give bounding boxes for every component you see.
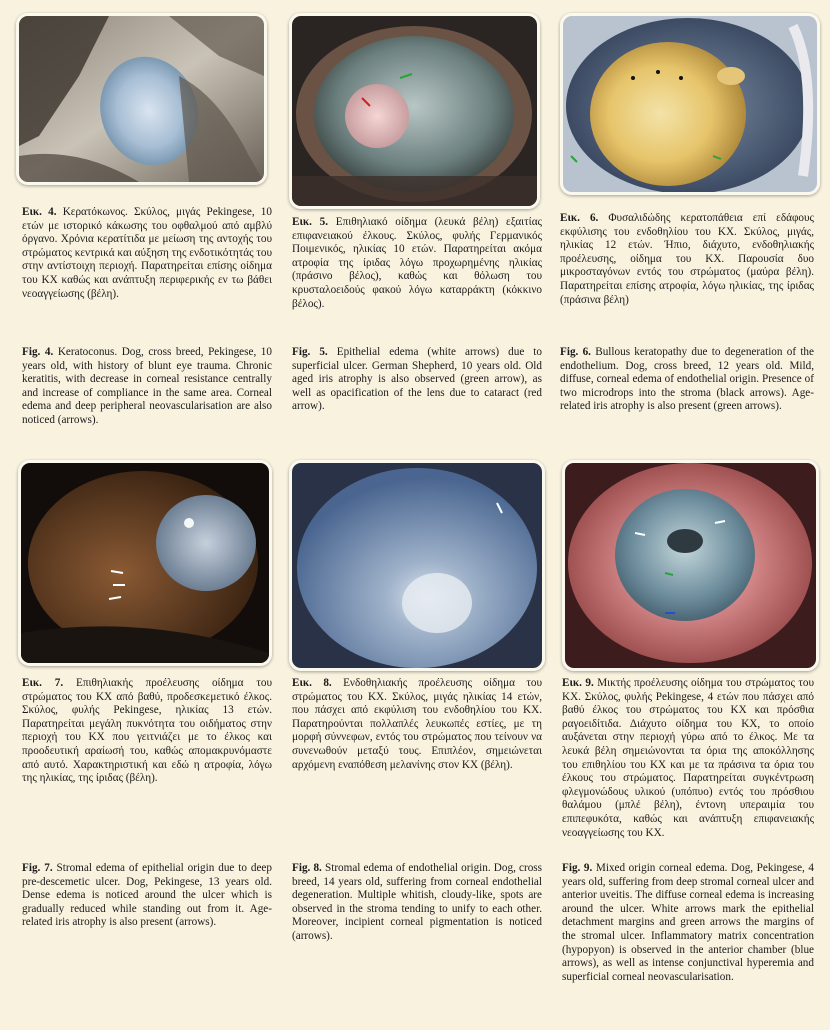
figure-9-caption-gr (562, 677, 814, 840)
figure-4-caption-gr (22, 206, 272, 301)
figure-9-label-en: Fig. 9. (562, 862, 593, 874)
figure-7-text-en: Stromal edema of epithelial origin due to deep pre-descemetic ulcer. Dog, Pekingese, 13 years old. Dense edema is noticed around the ulcer which is gradually reduced while standing out from it. Age-related iris atrophy is also present (arrows). (22, 862, 272, 929)
figure-5-label-en: Fig. 5. (292, 346, 328, 358)
figure-5-photo (289, 13, 540, 209)
figure-7-label-en: Fig. 7. (22, 862, 53, 874)
figure-6-text-en: Bullous keratopathy due to degeneration of the endothelium. Dog, cross breed, 12 years old. Mild, diffuse, corneal edema of endothelial origin. Presence of two microdrops into the stroma (black arrows). Age-related iris atrophy is also present (green arrows). (560, 346, 814, 413)
figure-5-text-gr: Επιθηλιακό οίδημα (λευκά βέλη) εξαιτίας επιφανειακού έλκους. Σκύλος, φυλής Γερμανικός Ποιμενικός, ηλικίας 10 ετών. Παρατηρείται ακόμα ατροφία της ίριδας λόγω προχωρημένης ηλικίας (πράσινο βέλος), καθώς και θόλωση του κρυσταλοειδούς φακού λόγω καταρράκτη (κόκκινο βέλος). (292, 216, 542, 310)
figure-8-caption-gr (292, 677, 542, 772)
figure-7-label-gr: Εικ. 7. (22, 677, 64, 689)
figure-9-text-gr: Μικτής προέλευσης οίδημα του στρώματος του ΚΧ. Σκύλος, φυλής Pekingese, 4 ετών που πάσχει από βαθύ έλκος του στρώματος του ΚΧ και πρόσθια ραγοειδίτιδα. Διάχυτο οίδημα του ΚΧ, το οποίο αυξάνεται στην περιοχή γύρω από το έλκος. Με τα λευκά βέλη σημειώνονται τα όρια της αποκόλλησης του επιθηλίου του ΚΧ και με τα πράσινα τα όρια του έλκους του στρώματος. Παρατηρείται συγκέντρωση φλεγμονώδους υλικού (υπόπυο) εντός του πρόσθιου θαλάμου (μπλέ βέλη), έντονη υπεραιμία του επιπεφυκότα, καθώς και ανάπτυξη επιφανειακής νεοαγγείωσης του ΚΧ. (562, 677, 814, 839)
figure-7-caption-en (22, 862, 272, 930)
figure-9-caption-en (562, 862, 814, 984)
figure-4-photo (16, 13, 267, 185)
figure-4-caption-en (22, 346, 272, 428)
figure-4-text-en: Keratoconus. Dog, cross breed, Pekingese, 10 years old, with history of blunt eye trauma. Chronic keratitis, with decrease in corneal resistance centrally and increase of compliance in the same area. Corneal edema and deep peripheral neovascularisation are also noticed (arrows). (22, 346, 272, 426)
figure-6-caption-gr (560, 212, 814, 307)
figure-4-label-en: Fig. 4. (22, 346, 54, 358)
figure-9-photo (562, 460, 819, 671)
figure-6-label-en: Fig. 6. (560, 346, 591, 358)
figure-8-label-gr: Εικ. 8. (292, 677, 332, 689)
figure-8-text-en: Stromal edema of endothelial origin. Dog, cross breed, 14 years old, suffering from corneal endothelial degeneration. Multiple whitish, cloudy-like, spots are observed in the stroma tending to unify to each other. Moreover, incipient corneal pigmentation is noticed (arrows). (292, 862, 542, 942)
figure-9-label-gr: Εικ. 9. (562, 677, 594, 689)
figure-5-text-en: Epithelial edema (white arrows) due to superficial ulcer. German Shepherd, 10 years old. Old aged iris atrophy is also observed (green arrow), as well as opacification of the lens due to cataract (red arrow). (292, 346, 542, 413)
figure-9-text-en: Mixed origin corneal edema. Dog, Pekingese, 4 years old, suffering from deep stromal corneal ulcer and anterior uveitis. The diffuse corneal edema is increasing around the ulcer. White arrows mark the epithelial detachment margins and green arrows the margins of the stromal ulcer. Inflammatory matrix concentration (hypopyon) is observed in the anterior chamber (blue arrows), as well as intense conjunctival hyperemia and superficial corneal neovascularisation. (562, 862, 815, 983)
figure-7-text-gr: Επιθηλιακής προέλευσης οίδημα του στρώματος του ΚΧ από βαθύ, προδεσκεμετικό έλκος. Σκύλος, φυλής Pekingese, ηλικίας 13 ετών. Παρατηρείται μεγάλη πυκνότητα του οιδήματος στην περιοχή του ΚΧ που γειτνιάζει με το έλκος και προοδευτική αραίωσή του, καθώς απομακρυνόμαστε από αυτό. Χαρακτηριστική και εδώ η ατροφία, λόγω της ηλικίας, της ίριδας (βέλη). (22, 677, 272, 785)
figure-4-label-gr: Εικ. 4. (22, 206, 57, 218)
figure-6-text-gr: Φυσαλιδώδης κερατοπάθεια επί εδάφους εκφύλισης του ενδοθηλίου του ΚΧ. Σκύλος, μιγάς, ηλικίας 12 ετών. Ήπιο, διάχυτο, ενδοθηλιακής προέλευσης, οίδημα του ΚΧ. Παρουσία δυο μικροσταγόνων εντός του στρώματος (μαύρα βέλη). Παρατηρείται επίσης ατροφία, λόγω ηλικίας, της ίριδας (πράσινα βέλη) (560, 212, 814, 306)
figure-8-label-en: Fig. 8. (292, 862, 322, 874)
figure-7-photo (18, 460, 272, 666)
figure-8-caption-en (292, 862, 542, 944)
figure-8-photo (289, 460, 545, 671)
figure-5-caption-en (292, 346, 542, 414)
figure-6-photo (560, 13, 820, 195)
figure-6-label-gr: Εικ. 6. (560, 212, 599, 224)
figure-5-caption-gr (292, 216, 542, 311)
figure-7-caption-gr (22, 677, 272, 786)
figure-6-caption-en (560, 346, 814, 414)
figure-8-text-gr: Ενδοθηλιακής προέλευσης οίδημα του στρώματος του ΚΧ. Σκύλος, μιγάς ηλικίας 14 ετών, που πάσχει από εκφύλιση του ενδοθηλίου του ΚΧ. Παρατηρούνται πολλαπλές λευκωπές εστίες, με τη μορφή σύννεφων, εντός του στρώματος που τείνουν να συνενωθούν μεταξύ τους. Επιπλέον, σημειώνεται αρχόμενη εναπόθεση μελανίνης στον ΚΧ (βέλη). (292, 677, 542, 771)
figure-4-text-gr: Κερατόκωνος. Σκύλος, μιγάς Pekingese, 10 ετών με ιστορικό κάκωσης του οφθαλμού από αμβλύ όργανο. Χρόνια κερατίτιδα με μείωση της αντοχής του στρώματος κεντρικά και αύξηση της ενδοτικότητάς του στην αντίστοιχη περιοχή. Παρατηρείται επίσης οίδημα του ΚΧ καθώς και ανάπτυξη περιφερικής εν τω βάθει νεοαγγείωσης (βέλη). (22, 206, 272, 300)
figure-5-label-gr: Εικ. 5. (292, 216, 329, 228)
